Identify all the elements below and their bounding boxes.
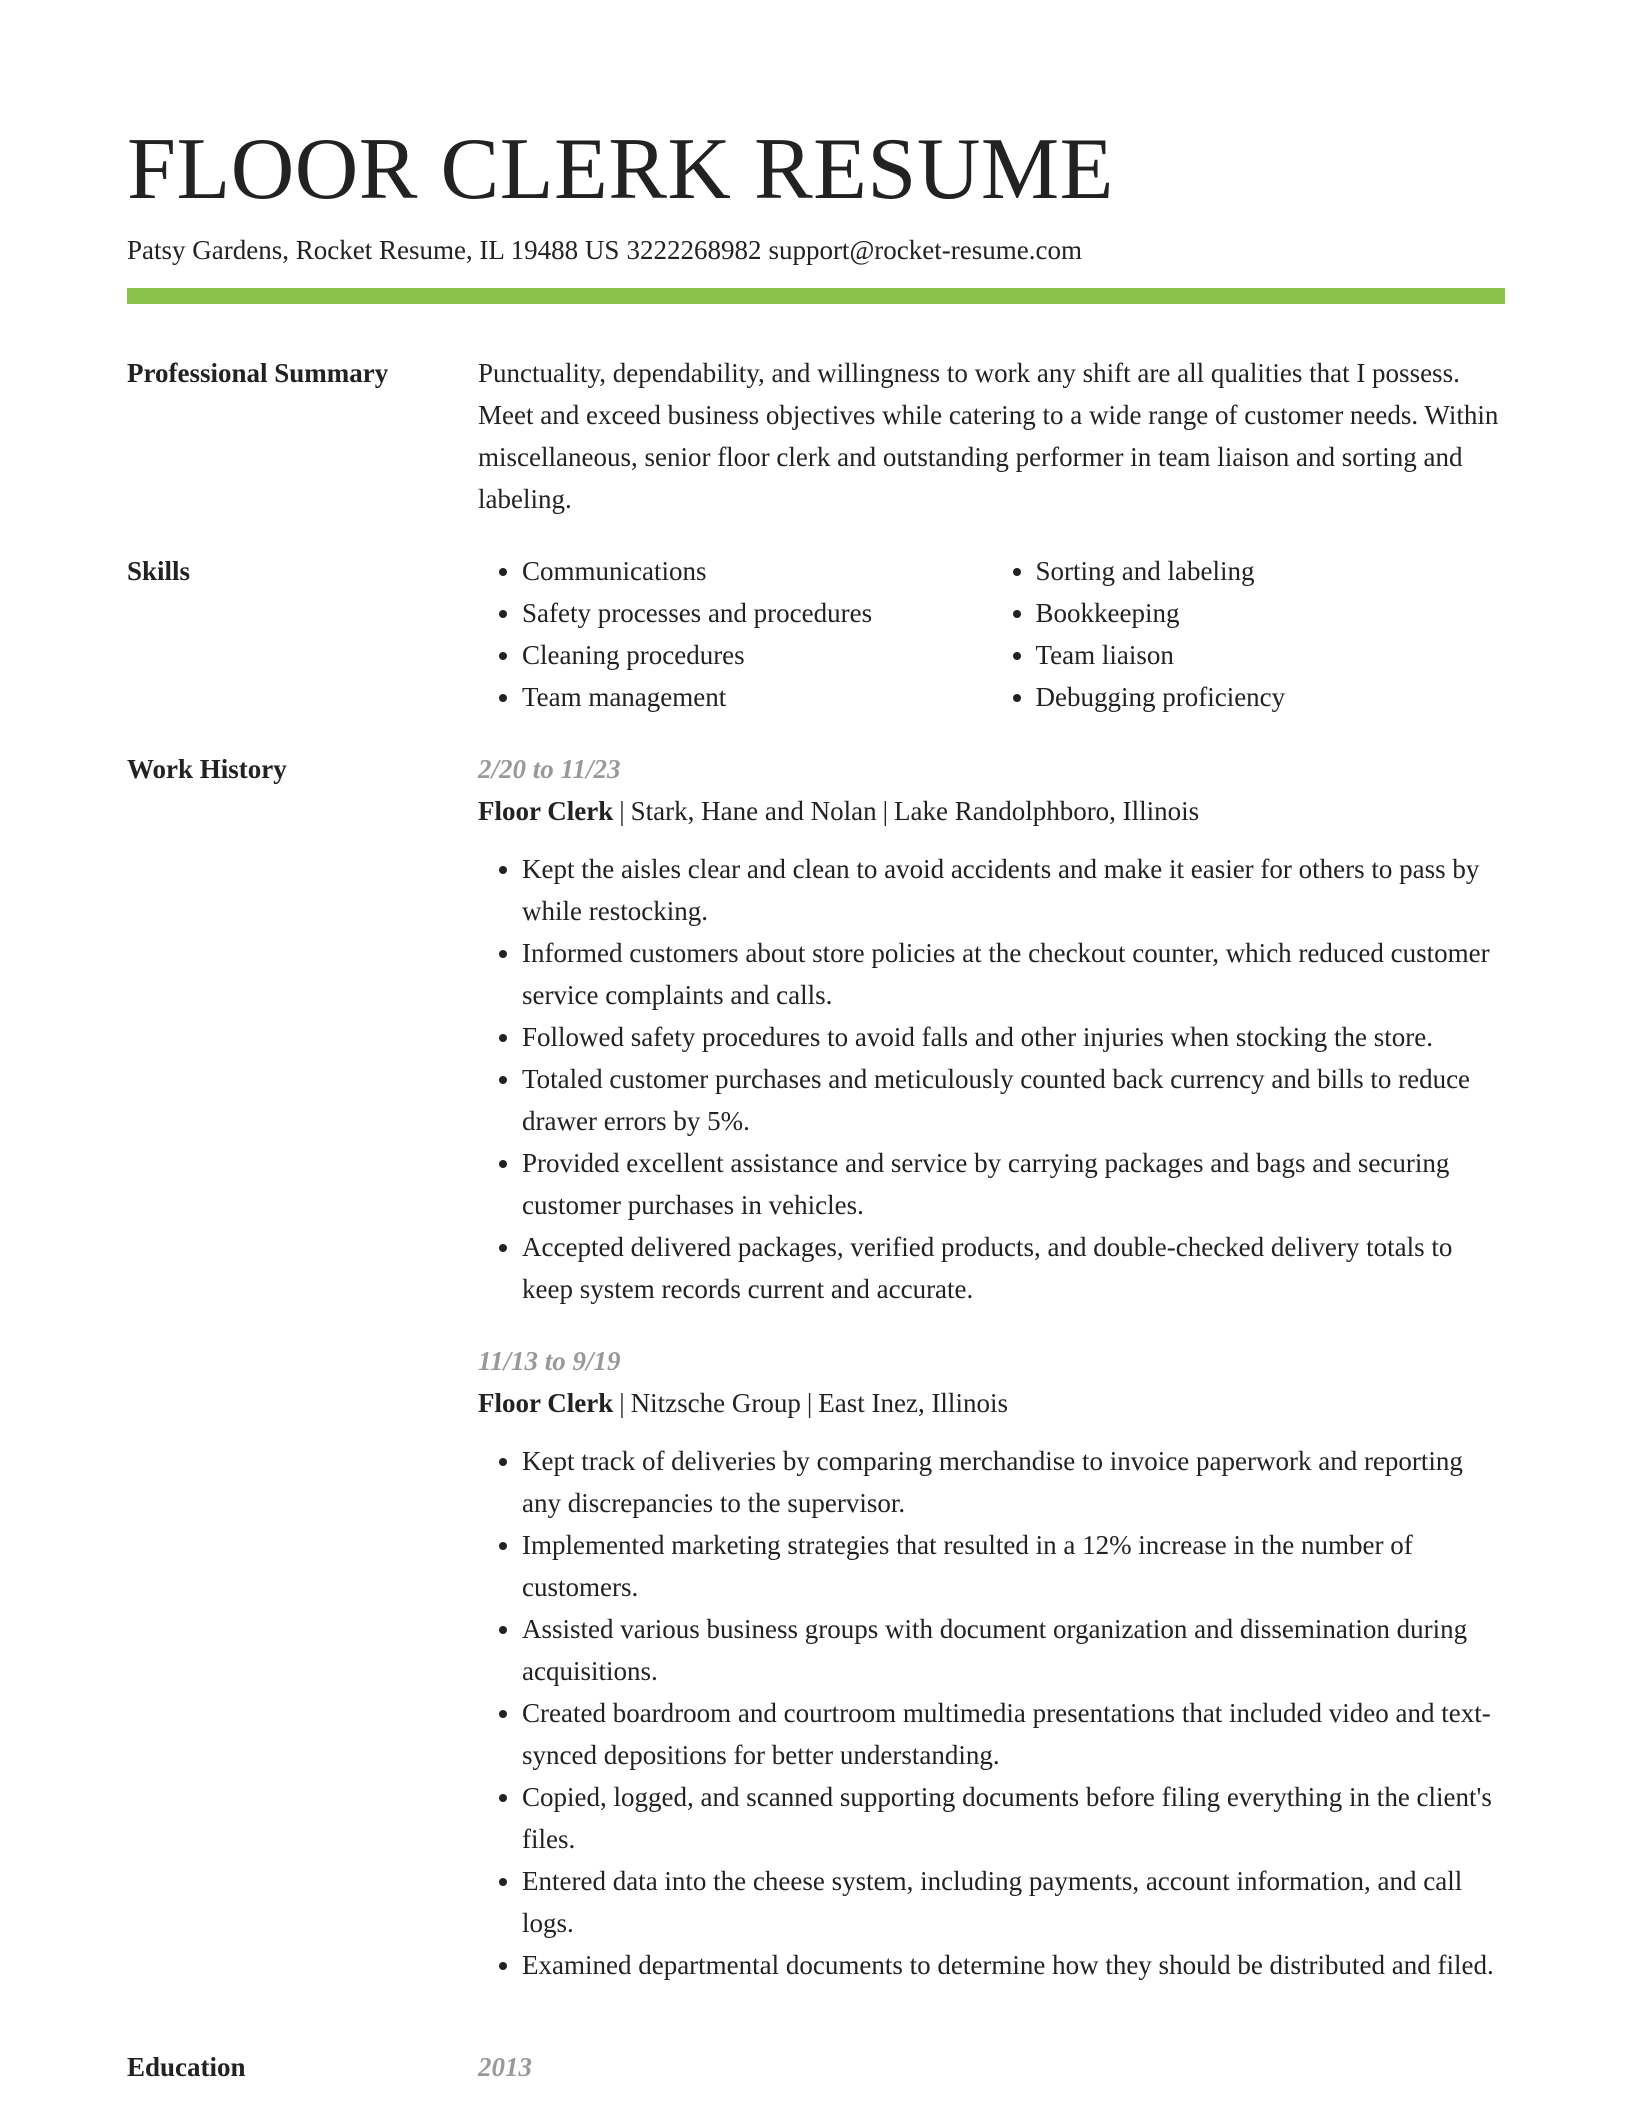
job-bullet: • Created boardroom and courtroom multimedia presentations that included video and text-synced depositions for better understanding. <box>522 1692 1505 1776</box>
summary-text: Punctuality, dependability, and willingness to work any shift are all qualities that I possess. Meet and exceed business objectives while catering to a wide range of customer needs. Within miscellaneous, senior floor clerk and outstanding performer in team liaison and sorting and labeling. <box>478 358 1499 514</box>
skill-item: • Debugging proficiency <box>1036 676 1506 718</box>
summary-label: Professional Summary <box>127 358 389 388</box>
education-section <box>127 2046 1505 2088</box>
job-bullet: • Totaled customer purchases and meticulously counted back currency and bills to reduce drawer errors by 5%. <box>522 1058 1505 1142</box>
job-title-line <box>478 1382 1505 1424</box>
education-body <box>478 2046 1505 2088</box>
skills-list-right <box>992 550 1506 718</box>
summary-section <box>127 352 1505 520</box>
skills-label: Skills <box>127 556 191 586</box>
job-dates: 11/13 to 9/19 <box>478 1346 621 1376</box>
page-title: FLOOR CLERK RESUME <box>127 121 1114 218</box>
skills-list-left <box>478 550 992 718</box>
job-location: East Inez, Illinois <box>818 1388 1008 1418</box>
skill-item: • Team management <box>522 676 992 718</box>
skills-body <box>478 550 1505 718</box>
job-title-line <box>478 790 1505 832</box>
job-title: Floor Clerk <box>478 1388 614 1418</box>
skill-item: • Cleaning procedures <box>522 634 992 676</box>
job-dates: 2/20 to 11/23 <box>478 754 621 784</box>
job-bullet: • Informed customers about store policies at the checkout counter, which reduced customer service complaints and calls. <box>522 932 1505 1016</box>
skills-section <box>127 550 1505 718</box>
education-label: Education <box>127 2052 246 2082</box>
job-entry <box>478 1340 1505 1986</box>
separator: | <box>619 1388 625 1418</box>
job-company: Stark, Hane and Nolan <box>630 796 877 826</box>
job-location: Lake Randolphboro, Illinois <box>893 796 1200 826</box>
job-entry <box>478 748 1505 1310</box>
skill-item: • Bookkeeping <box>1036 592 1506 634</box>
job-company: Nitzsche Group <box>630 1388 801 1418</box>
work-history-label: Work History <box>127 754 287 784</box>
separator: | <box>882 796 888 826</box>
contact-line <box>127 232 1505 268</box>
job-bullet: • Kept the aisles clear and clean to avoid accidents and make it easier for others to pass by while restocking. <box>522 848 1505 932</box>
skill-item: • Team liaison <box>1036 634 1506 676</box>
separator: | <box>806 1388 813 1418</box>
job-bullet: • Assisted various business groups with document organization and dissemination during acquisitions. <box>522 1608 1505 1692</box>
job-bullet: • Implemented marketing strategies that resulted in a 12% increase in the number of customers. <box>522 1524 1505 1608</box>
job-bullet: • Accepted delivered packages, verified products, and double-checked delivery totals to keep system records current and accurate. <box>522 1226 1505 1310</box>
skill-item: • Communications <box>522 550 992 592</box>
header-divider <box>127 288 1505 304</box>
education-dates: 2013 <box>478 2052 532 2082</box>
job-bullet: • Provided excellent assistance and service by carrying packages and bags and securing customer purchases in vehicles. <box>522 1142 1505 1226</box>
job-bullets <box>478 848 1505 1310</box>
separator: | <box>619 796 625 826</box>
job-bullet: • Examined departmental documents to determine how they should be distributed and filed. <box>522 1944 1505 1986</box>
work-history-section <box>127 748 1505 2016</box>
summary-body <box>478 352 1505 520</box>
job-bullets <box>478 1440 1505 1986</box>
job-bullet: • Kept track of deliveries by comparing merchandise to invoice paperwork and reporting any discrepancies to the supervisor. <box>522 1440 1505 1524</box>
work-history-body <box>478 748 1505 2016</box>
job-bullet: • Followed safety procedures to avoid falls and other injuries when stocking the store. <box>522 1016 1505 1058</box>
contact-email: support@rocket-resume.com <box>768 235 1082 265</box>
skill-item: • Sorting and labeling <box>1036 550 1506 592</box>
contact-address: Patsy Gardens, Rocket Resume, IL 19488 US <box>127 235 620 265</box>
job-bullet: • Entered data into the cheese system, including payments, account information, and call logs. <box>522 1860 1505 1944</box>
job-bullet: • Copied, logged, and scanned supporting documents before filing everything in the client's files. <box>522 1776 1505 1860</box>
contact-phone: 3222268982 <box>626 235 762 265</box>
job-title: Floor Clerk <box>478 796 614 826</box>
skill-item: • Safety processes and procedures <box>522 592 992 634</box>
